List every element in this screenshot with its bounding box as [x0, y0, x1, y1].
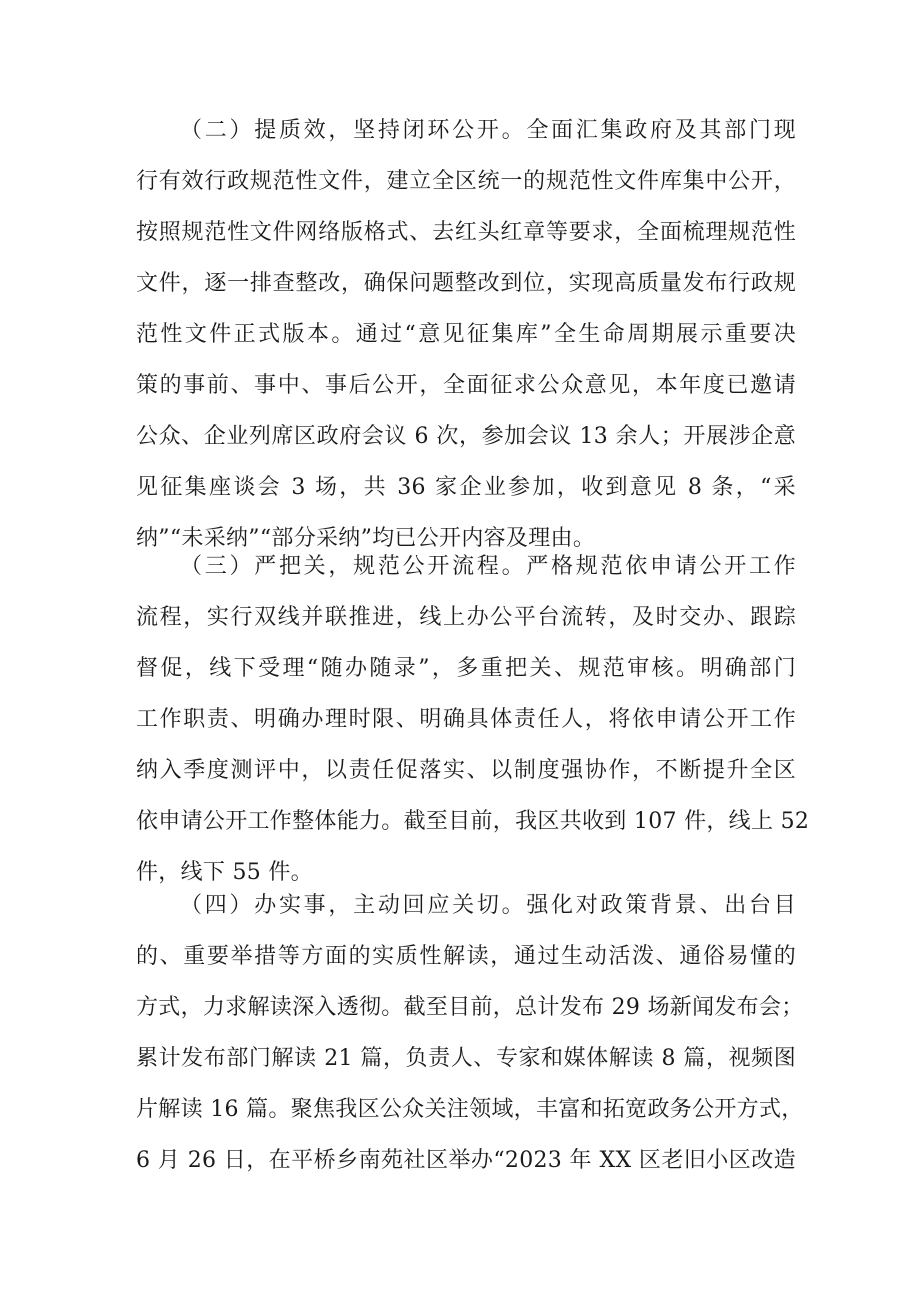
paragraph-2	[136, 105, 796, 564]
paragraph-line: （四）办实事，主动回应关切。强化对政策背景、出台目	[180, 893, 796, 918]
paragraph-line: 行有效行政规范性文件，建立全区统一的规范性文件库集中公开，	[136, 169, 796, 194]
paragraph-line: （二）提质效，坚持闭环公开。全面汇集政府及其部门现	[180, 118, 796, 143]
paragraph-line: 片解读 16 篇。聚焦我区公众关注领域，丰富和拓宽政务公开方式，	[136, 1097, 804, 1122]
paragraph-line: 6 月 26 日，在平桥乡南苑社区举办“2023 年 XX 区老旧小区改造	[136, 1148, 796, 1173]
paragraph-line: 纳”“未采纳”“部分采纳”均已公开内容及理由。	[136, 526, 596, 551]
paragraph-4	[136, 880, 804, 1186]
paragraph-line: 工作职责、明确办理时限、明确具体责任人，将依申请公开工作	[136, 707, 796, 732]
paragraph-line: 公众、企业列席区政府会议 6 次，参加会议 13 余人；开展涉企意	[136, 424, 796, 449]
paragraph-line: 按照规范性文件网络版格式、去红头红章等要求，全面梳理规范性	[136, 220, 796, 245]
paragraph-line: 的、重要举措等方面的实质性解读，通过生动活泼、通俗易懂的	[136, 944, 796, 969]
paragraph-line: 纳入季度测评中，以责任促落实、以制度强协作，不断提升全区	[136, 758, 796, 783]
paragraph-line: 文件，逐一排查整改，确保问题整改到位，实现高质量发布行政规	[136, 271, 796, 296]
paragraph-line: 督促，线下受理“随办随录”，多重把关、规范审核。明确部门	[136, 656, 796, 681]
paragraph-line: 流程，实行双线并联推进，线上办公平台流转，及时交办、跟踪	[136, 605, 796, 630]
paragraph-line: 范性文件正式版本。通过“意见征集库”全生命周期展示重要决	[136, 322, 796, 347]
paragraph-3	[136, 541, 810, 898]
paragraph-line: 策的事前、事中、事后公开，全面征求公众意见，本年度已邀请	[136, 373, 796, 398]
paragraph-line: （三）严把关，规范公开流程。严格规范依申请公开工作	[180, 554, 796, 579]
paragraph-line: 依申请公开工作整体能力。截至目前，我区共收到 107 件，线上 52	[136, 809, 810, 834]
paragraph-line: 方式，力求解读深入透彻。截至目前，总计发布 29 场新闻发布会；	[136, 995, 804, 1020]
paragraph-line: 件，线下 55 件。	[136, 860, 313, 885]
paragraph-line: 累计发布部门解读 21 篇，负责人、专家和媒体解读 8 篇，视频图	[136, 1046, 796, 1071]
paragraph-line: 见征集座谈会 3 场，共 36 家企业参加，收到意见 8 条，“采	[136, 475, 796, 500]
